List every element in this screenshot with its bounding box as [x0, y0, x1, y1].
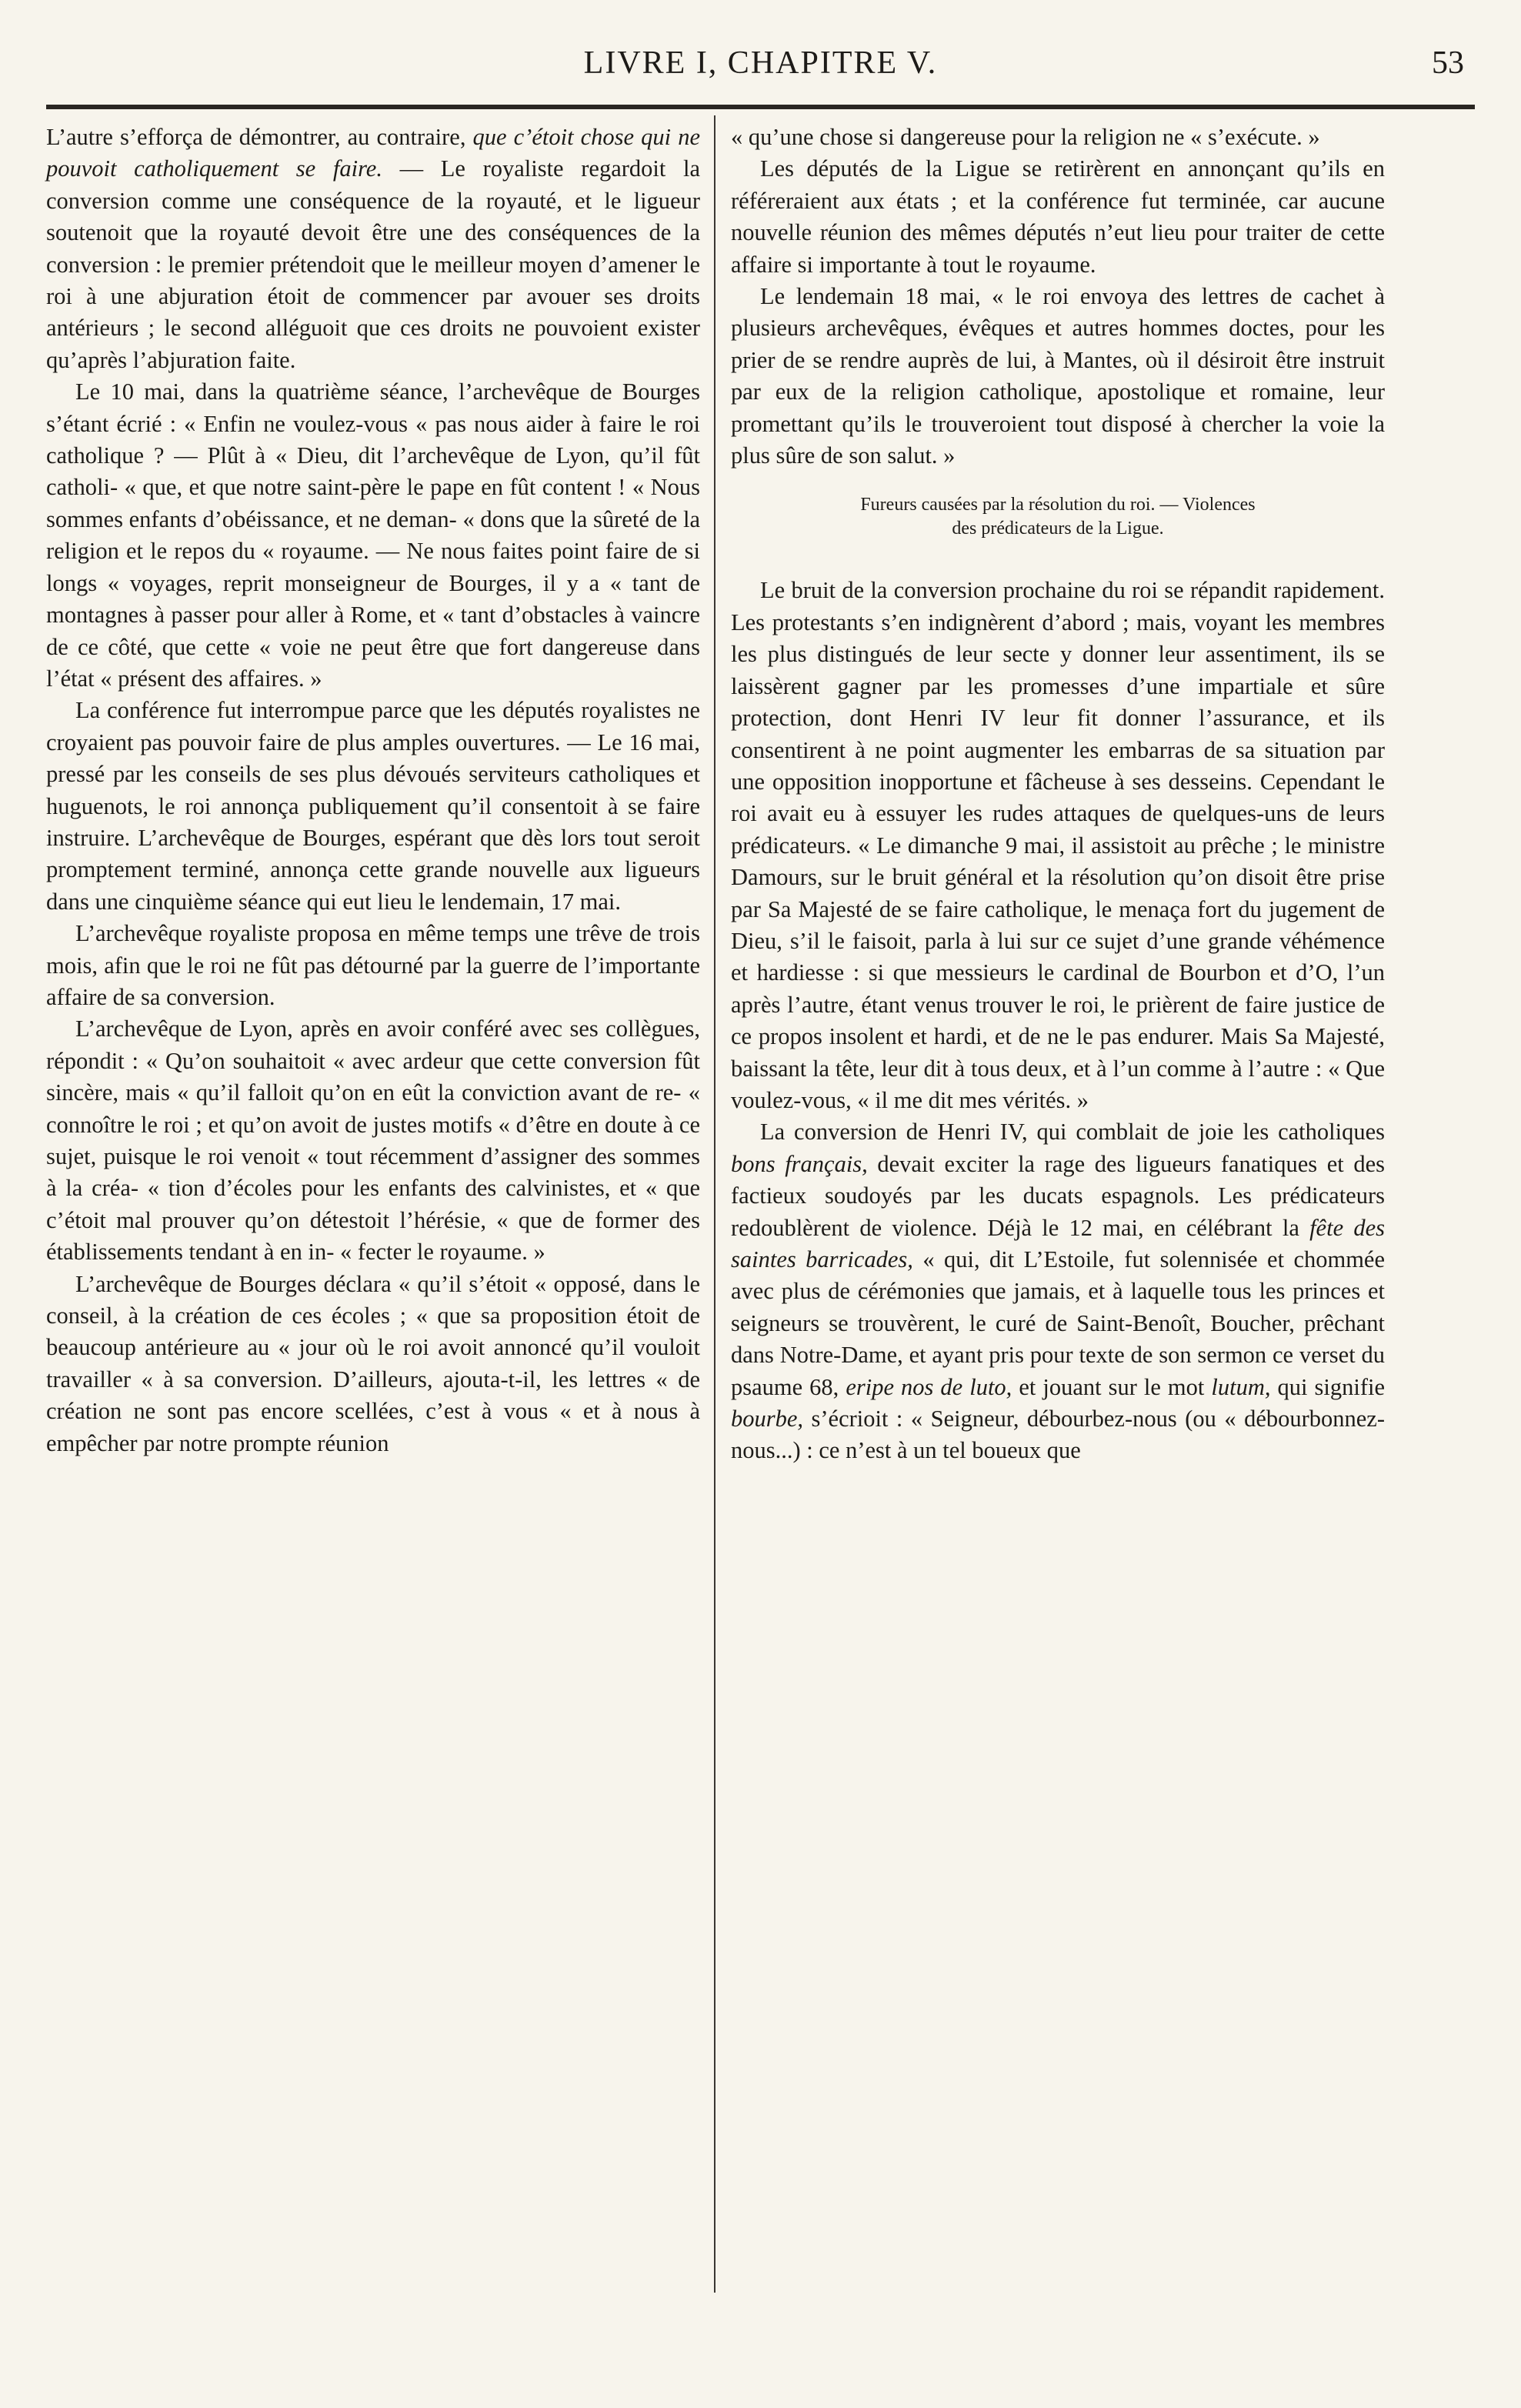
paragraph: La conférence fut interrompue parce que les députés royalistes ne croyaient pas pouvoir faire de plus amples ouvertures. — Le 16 mai, pressé par les conseils de ses plus dévoués serviteurs catholiques et huguenots, le roi annonça publiquement qu’il consentoit à se faire instruire. L’archevêque de Bourges, espérant que dès lors tout seroit promptement terminé, annonça cette grande nouvelle aux ligueurs dans une cinquième séance qui eut lieu le lendemain, 17 mai. [46, 697, 700, 915]
paragraph: L’archevêque de Bourges déclara « qu’il s’étoit « opposé, dans le conseil, à la création de ces écoles ; « que sa proposition étoit de beaucoup antérieure au « jour où le roi avoit annoncé qu’il vouloit travailler « à sa conversion. D’ailleurs, ajouta-t-il, les lettres « de création ne sont pas encore scellées, c’est à vous « et à nous à empêcher par notre prompte réunion [46, 1270, 700, 1456]
running-title: LIVRE I, CHAPITRE V. [583, 45, 938, 81]
italic-text: fête des saintes barricades, [731, 1214, 1385, 1272]
page-header [46, 45, 1475, 98]
header-rule [46, 105, 1475, 109]
text-run: devait exciter la rage des ligueurs fanatiques et des factieux soudoyés par les ducats espagnols. Les prédicateurs redoublèrent de violence. Déjà le 12 mai, en célébrant la [731, 1150, 1386, 1241]
text-run: qui signifie [1270, 1373, 1385, 1400]
italic-text: que c’étoit chose qui ne pouvoit catholiquement se faire. [46, 124, 700, 182]
paragraph: Le bruit de la conversion prochaine du roi se répandit rapidement. Les protestants s’en indignèrent d’abord ; mais, voyant les membres les plus distingués de leur secte y donner leur assentiment, ils se laissèrent gagner par les promesses d’une impartiale et sûre protection, dont Henri IV leur fit donner l’assurance, et ils consentirent à ne point augmenter les embarras de sa situation par une opposition inopportune et fâcheuse à ses desseins. Cependant le roi avait eu à essuyer les rudes attaques de quelques-uns de leurs prédicateurs. « Le dimanche 9 mai, il assistoit au prêche ; le ministre Damours, sur le bruit général et la résolution qu’on disoit être prise par Sa Majesté de se faire catholique, le menaça fort du jugement de Dieu, s’il le faisoit, parla à lui sur ce sujet d’une grande véhémence et hardiesse : si que messieurs le cardinal de Bourbon et d’O, l’un après l’autre, étant venus trouver le roi, le prièrent de faire justice de ce propos insolent et hardi, et de ne le pas endurer. Mais Sa Majesté, baissant la tête, leur dit à tous deux, et à l’un comme à l’autre : « Que voulez-vous, « il me dit mes vérités. » [731, 577, 1385, 1113]
right-column [731, 122, 1385, 1467]
text-run: La conversion de Henri IV, qui comblait de joie les catholiques [760, 1119, 1385, 1146]
italic-text: eripe nos de luto, [846, 1373, 1012, 1400]
italic-text: bourbe, [731, 1406, 804, 1432]
subheading-line: Fureurs causées par la résolution du roi. — Violences [860, 495, 1256, 515]
paragraph: Le lendemain 18 mai, « le roi envoya des lettres de cachet à plusieurs archevêques, évêques et autres hommes doctes, pour les prier de se rendre auprès de lui, à Mantes, où il désiroit être instruit par eux de la religion catholique, apostolique et romaine, leur promettant qu’ils le trouveroient tout disposé à chercher la voie la plus sûre de son salut. » [731, 283, 1385, 469]
text-run: L’autre s’efforça de démontrer, au contraire, [46, 124, 473, 150]
page-number: 53 [1432, 45, 1464, 81]
paragraph: L’archevêque de Lyon, après en avoir conféré avec ses collègues, répondit : « Qu’on souhaitoit « avec ardeur que cette conversion fût sincère, mais « qu’il falloit qu’on en eût la conviction avant de re- « connoître le roi ; et qu’on avoit de justes motifs « d’être en doute à ce sujet, puisque le roi venoit « tout récemment d’assigner des sommes à la créa- « tion d’écoles pour les enfants des calvinistes, et « que c’étoit mal prouver qu’on détestoit l’hérésie, « que de former des établissements tendant à en in- « fecter le royaume. » [46, 1016, 700, 1266]
column-divider [714, 115, 715, 2293]
italic-text: lutum, [1211, 1373, 1271, 1400]
paragraph: Le 10 mai, dans la quatrième séance, l’archevêque de Bourges s’étant écrié : « Enfin ne voulez-vous « pas nous aider à faire le roi catholique ? — Plût à « Dieu, dit l’archevêque de Lyon, qu’il fût catholi- « que, et que notre saint-père le pape en fût content ! « Nous sommes enfants d’obéissance, et ne deman- « dons que la sûreté de la religion et le repos du « royaume. — Ne nous faites point faire de si longs « voyages, reprit monseigneur de Bourges, il y a « tant de montagnes à passer pour aller à Rome, et « tant d’obstacles à vaincre de ce côté, que cette « voie ne peut être que fort dangereuse dans l’état « présent des affaires. » [46, 379, 700, 692]
paragraph [46, 122, 700, 376]
paragraph: L’archevêque royaliste proposa en même temps une trêve de trois mois, afin que le roi ne fût pas détourné par la guerre de l’importante affaire de sa conversion. [46, 920, 700, 1010]
italic-text: bons français, [731, 1150, 868, 1177]
paragraph: Les députés de la Ligue se retirèrent en annonçant qu’ils en référeraient aux états ; et la conférence fut terminée, car aucune nouvelle réunion des mêmes députés n’eut lieu pour traiter de cette affaire si importante à tout le royaume. [731, 155, 1385, 278]
text-run: « qui, dit L’Estoile, fut solennisée et chommée avec plus de cérémonies que jamais, et à laquelle tous les princes et seigneurs se trouvèrent, le curé de Saint-Benoît, Boucher, prêchant dans Notre-Dame, et ayant pris pour texte de son sermon ce verset du psaume 68, [731, 1246, 1385, 1400]
paragraph: « qu’une chose si dangereuse pour la religion ne « s’exécute. » [731, 124, 1320, 150]
paragraph [731, 1116, 1385, 1466]
text-run: — Le royaliste regardoit la conversion comme une conséquence de la royauté, et le ligueur soutenoit que la royauté devoit être une des conséquences de la conversion : le premier prétendoit que le meilleur moyen d’amener le roi à une abjuration étoit de commencer par avouer ses droits antérieurs ; le second alléguoit que ces droits ne pouvoient exister qu’après l’abjuration faite. [46, 155, 700, 373]
section-subheading [746, 493, 1369, 541]
left-column [46, 122, 700, 1459]
subheading-line: des prédicateurs de la Ligue. [952, 519, 1164, 539]
text-run: s’écrioit : « Seigneur, débourbez-nous (ou « débourbonnez-nous...) : ce n’est à un tel boueux que [731, 1406, 1385, 1464]
text-run: et jouant sur le mot [1012, 1373, 1212, 1400]
